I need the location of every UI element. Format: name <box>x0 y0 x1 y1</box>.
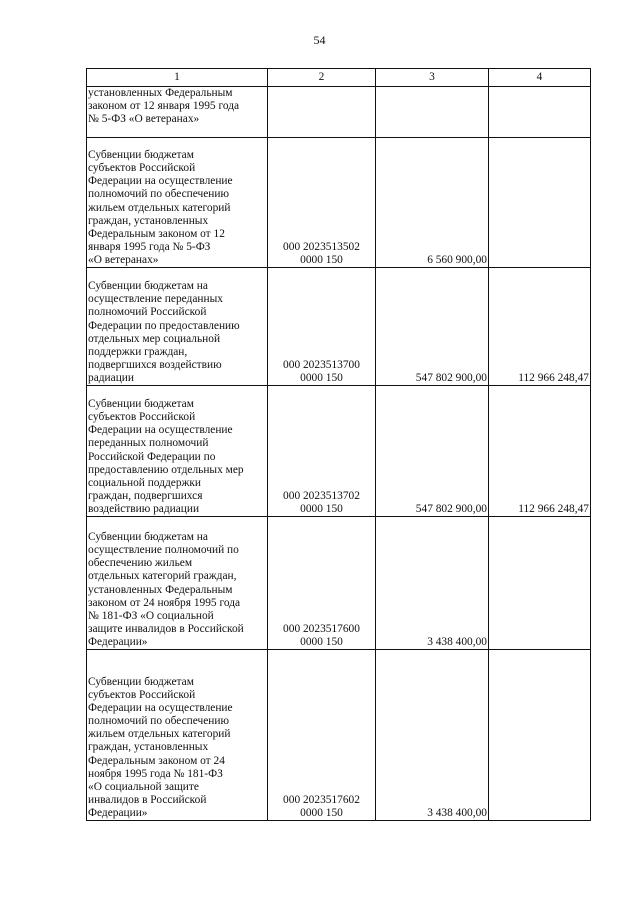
row-amount: 547 802 900,00 <box>376 386 489 517</box>
table-row <box>87 268 591 386</box>
row-amount-executed <box>489 517 591 650</box>
row-name: Субвенции бюджетам субъектов Российской Федерации на осуществление полномочий по обеспечению жильем отдельных категорий граждан, установленных Федеральным законом от 24 ноября 1995 года № 181-ФЗ «О социальной защите инвалидов в Российской Федерации» <box>87 650 268 821</box>
row-name: Субвенции бюджетам субъектов Российской Федерации на осуществление полномочий по обеспечению жильем отдельных категорий граждан, установленных Федеральным законом от 12 января 1995 года № 5-ФЗ «О ветеранах» <box>87 138 268 268</box>
table-row <box>87 386 591 517</box>
row-name: Субвенции бюджетам на осуществление полномочий по обеспечению жильем отдельных категорий граждан, установленных Федеральным законом от 24 ноября 1995 года № 181-ФЗ «О социальной защите инвалидов в Российской Федерации» <box>87 517 268 650</box>
row-amount-executed <box>489 87 591 138</box>
row-code: 000 2023513502 0000 150 <box>268 138 376 268</box>
row-code <box>268 87 376 138</box>
row-amount-executed: 112 966 248,47 <box>489 386 591 517</box>
row-code: 000 2023517600 0000 150 <box>268 517 376 650</box>
header-col-3: 3 <box>376 69 489 87</box>
row-amount: 3 438 400,00 <box>376 650 489 821</box>
row-amount: 6 560 900,00 <box>376 138 489 268</box>
table-row <box>87 650 591 821</box>
row-code: 000 2023513702 0000 150 <box>268 386 376 517</box>
row-name: установленных Федеральным законом от 12 января 1995 года № 5-ФЗ «О ветеранах» <box>87 87 268 138</box>
row-amount: 547 802 900,00 <box>376 268 489 386</box>
table-row <box>87 87 591 138</box>
header-col-4: 4 <box>489 69 591 87</box>
row-name: Субвенции бюджетам на осуществление переданных полномочий Российской Федерации по предоставлению отдельных мер социальной поддержки граждан, подвергшихся воздействию радиации <box>87 268 268 386</box>
page-number: 54 <box>313 33 326 47</box>
table-row <box>87 138 591 268</box>
table-row <box>87 517 591 650</box>
row-amount: 3 438 400,00 <box>376 517 489 650</box>
row-code: 000 2023517602 0000 150 <box>268 650 376 821</box>
budget-table <box>86 68 591 821</box>
row-amount <box>376 87 489 138</box>
header-col-2: 2 <box>268 69 376 87</box>
row-amount-executed <box>489 650 591 821</box>
row-name: Субвенции бюджетам субъектов Российской Федерации на осуществление переданных полномочий Российской Федерации по предоставлению отдельных мер социальной поддержки граждан, подвергшихся воздействию радиации <box>87 386 268 517</box>
row-code: 000 2023513700 0000 150 <box>268 268 376 386</box>
row-amount-executed <box>489 138 591 268</box>
header-col-1: 1 <box>87 69 268 87</box>
row-amount-executed: 112 966 248,47 <box>489 268 591 386</box>
table-header-row <box>87 69 591 87</box>
